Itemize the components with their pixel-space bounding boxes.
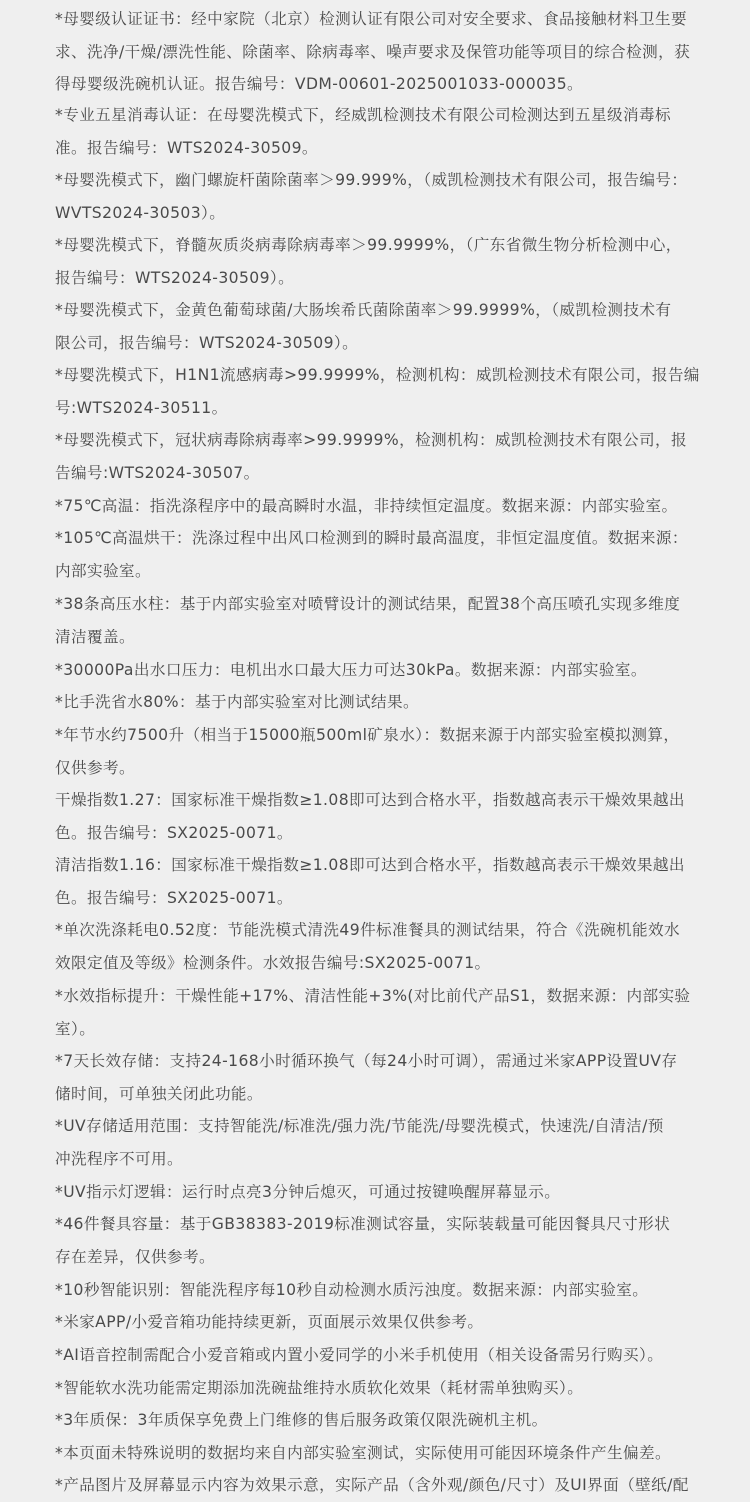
note-uv-indicator: *UV指示灯逻辑：运行时点亮3分钟后熄灭，可通过按键唤醒屏幕显示。	[55, 1183, 561, 1201]
note-cleaning-index: 清洁指数1.16：国家标准干燥指数≥1.08即可达到合格水平，指数越高表示干燥效果越出 色。报告编号：SX2025-0071。	[55, 856, 685, 907]
note-h1n1: *母婴洗模式下，H1N1流感病毒>99.9999%，检测机构：威凯检测技术有限公司，报告编 号:WTS2024-30511。	[55, 366, 700, 417]
note-energy-consumption: *单次洗涤耗电0.52度：节能洗模式清洗49件标准餐具的测试结果，符合《洗碗机能效水 效限定值及等级》检测条件。水效报告编号:SX2025-0071。	[55, 921, 680, 972]
note-helicobacter: *母婴洗模式下，幽门螺旋杆菌除菌率＞99.999%，（威凯检测技术有限公司，报告编号： WVTS2024-30503）。	[55, 171, 688, 222]
note-poliovirus: *母婴洗模式下，脊髓灰质炎病毒除病毒率＞99.9999%，（广东省微生物分析检测中心， 报告编号：WTS2024-30509）。	[55, 236, 682, 287]
note-10s-smart-detection: *10秒智能识别：智能洗程序每10秒自动检测水质污浊度。数据来源：内部实验室。	[55, 1281, 649, 1299]
note-ai-voice-control: *AI语音控制需配合小爱音箱或内置小爱同学的小米手机使用（相关设备需另行购买）。	[55, 1346, 664, 1364]
note-staphylococcus: *母婴洗模式下，金黄色葡萄球菌/大肠埃希氏菌除菌率＞99.9999%，（威凯检测技术有 限公司，报告编号：WTS2024-30509）。	[55, 301, 672, 352]
note-internal-lab-data: *本页面未特殊说明的数据均来自内部实验室测试，实际使用可能因环境条件产生偏差。	[55, 1444, 671, 1462]
note-efficiency-improvement: *水效指标提升：干燥性能+17%、清洁性能+3%(对比前代产品S1，数据来源：内部实验 室）。	[55, 987, 691, 1038]
note-105c-drying: *105℃高温烘干：洗涤过程中出风口检测到的瞬时最高温度，非恒定温度值。数据来源： 内部实验室。	[55, 529, 688, 580]
note-drying-index: 干燥指数1.27：国家标准干燥指数≥1.08即可达到合格水平，指数越高表示干燥效果越出 色。报告编号：SX2025-0071。	[55, 791, 685, 842]
note-mijia-app-updates: *米家APP/小爱音箱功能持续更新，页面展示效果仅供参考。	[55, 1313, 484, 1331]
note-7-day-storage: *7天长效存储：支持24-168小时循环换气（每24小时可调），需通过米家APP设置UV存 储时间，可单独关闭此功能。	[55, 1052, 678, 1103]
note-soft-water-wash: *智能软水洗功能需定期添加洗碗盐维持水质软化效果（耗材需单独购买）。	[55, 1379, 584, 1397]
note-image-illustration: *产品图片及屏幕显示内容为效果示意，实际产品（含外观/颜色/尺寸）及UI界面（壁纸/配	[55, 1476, 689, 1494]
note-75c-high-temp: *75℃高温：指洗涤程序中的最高瞬时水温，非持续恒定温度。数据来源：内部实验室。	[55, 497, 678, 515]
note-3-year-warranty: *3年质保：3年质保享免费上门维修的售后服务政策仅限洗碗机主机。	[55, 1411, 548, 1429]
note-uv-storage-scope: *UV存储适用范围：支持智能洗/标准洗/强力洗/节能洗/母婴洗模式，快速洗/自清洁/预 冲洗程序不可用。	[55, 1117, 664, 1168]
note-water-saving: *比手洗省水80%：基于内部实验室对比测试结果。	[55, 693, 419, 711]
note-annual-water-saving: *年节水约7500升（相当于15000瓶500ml矿泉水）：数据来源于内部实验室模拟测算， 仅供参考。	[55, 726, 680, 777]
note-maternal-certificate: *母婴级认证证书：经中家院（北京）检测认证有限公司对安全要求、食品接触材料卫生要 求、洗净/干燥/漂洗性能、除菌率、除病毒率、噪声要求及保管功能等项目的综合检测，获 得母婴级洗碗机认证。报告编号：VDM-00601-2025001033-000035。	[55, 10, 691, 93]
note-coronavirus: *母婴洗模式下，冠状病毒除病毒率>99.9999%，检测机构：威凯检测技术有限公司，报 告编号:WTS2024-30507。	[55, 431, 687, 482]
note-outlet-pressure: *30000Pa出水口压力：电机出水口最大压力可达30kPa。数据来源：内部实验室。	[55, 661, 647, 679]
note-five-star-disinfection: *专业五星消毒认证：在母婴洗模式下，经威凯检测技术有限公司检测达到五星级消毒标 准。报告编号：WTS2024-30509。	[55, 106, 671, 157]
note-38-water-jets: *38条高压水柱：基于内部实验室对喷臂设计的测试结果，配置38个高压喷孔实现多维度 清洁覆盖。	[55, 595, 681, 646]
note-46-piece-capacity: *46件餐具容量：基于GB38383-2019标准测试容量，实际装载量可能因餐具尺寸形状 存在差异，仅供参考。	[55, 1215, 671, 1266]
